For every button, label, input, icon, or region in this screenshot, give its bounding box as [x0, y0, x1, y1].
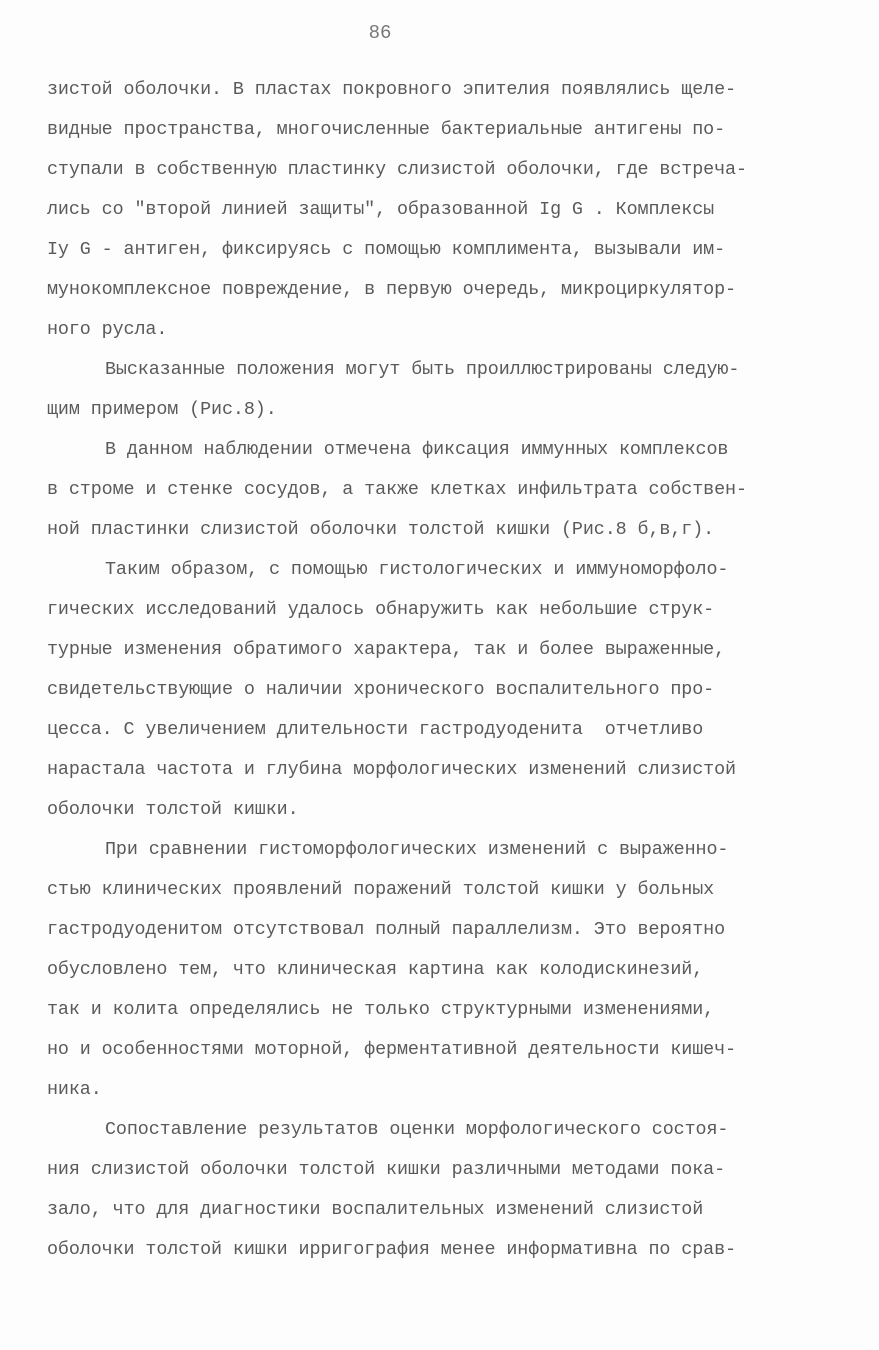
text-line: Высказанные положения могут быть проиллюстрированы следую-	[105, 359, 740, 380]
text-line: щим примером (Рис.8).	[47, 399, 277, 420]
text-line: Таким образом, с помощью гистологических и иммуноморфоло-	[105, 559, 729, 580]
body-text	[47, 70, 837, 1270]
text-line: гических исследований удалось обнаружить как небольшие струк-	[47, 599, 715, 620]
text-line: зистой оболочки. В пластах покровного эпителия появлялись щеле-	[47, 79, 736, 100]
text-line: видные пространства, многочисленные бактериальные антигены по-	[47, 119, 726, 140]
text-line: лись со "второй линией защиты", образованной Ig G . Комплексы	[47, 199, 715, 220]
text-line: мунокомплексное повреждение, в первую очередь, микроциркулятор-	[47, 279, 736, 300]
text-line: ния слизистой оболочки толстой кишки различными методами пока-	[47, 1159, 726, 1180]
text-line: оболочки толстой кишки.	[47, 799, 299, 820]
text-line: но и особенностями моторной, ферментативной деятельности кишеч-	[47, 1039, 736, 1060]
text-line: ного русла.	[47, 319, 168, 340]
text-line: турные изменения обратимого характера, так и более выраженные,	[47, 639, 726, 660]
text-line: свидетельствующие о наличии хронического воспалительного про-	[47, 679, 715, 700]
text-line: гастродуоденитом отсутствовал полный параллелизм. Это вероятно	[47, 919, 726, 940]
text-line: цесса. С увеличением длительности гастродуоденита отчетливо	[47, 719, 704, 740]
text-line: При сравнении гистоморфологических изменений с выраженно-	[105, 839, 729, 860]
text-line: нарастала частота и глубина морфологических изменений слизистой	[47, 759, 736, 780]
text-line: стью клинических проявлений поражений толстой кишки у больных	[47, 879, 715, 900]
text-line: зало, что для диагностики воспалительных изменений слизистой	[47, 1199, 704, 1220]
text-line: В данном наблюдении отмечена фиксация иммунных комплексов	[105, 439, 729, 460]
text-line: ступали в собственную пластинку слизистой оболочки, где встреча-	[47, 159, 747, 180]
page-number: 86	[368, 22, 392, 44]
text-line: так и колита определялись не только структурными изменениями,	[47, 999, 715, 1020]
text-line: обусловлено тем, что клиническая картина как колодискинезий,	[47, 959, 704, 980]
text-line: оболочки толстой кишки ирригография менее информативна по срав-	[47, 1239, 736, 1260]
text-line: ника.	[47, 1079, 102, 1100]
text-line: в строме и стенке сосудов, а также клетках инфильтрата собствен-	[47, 479, 747, 500]
text-line: Сопоставление результатов оценки морфологического состоя-	[105, 1119, 729, 1140]
text-line: ной пластинки слизистой оболочки толстой кишки (Рис.8 б,в,г).	[47, 519, 715, 540]
text-line: Iy G - антиген, фиксируясь с помощью комплимента, вызывали им-	[47, 239, 726, 260]
